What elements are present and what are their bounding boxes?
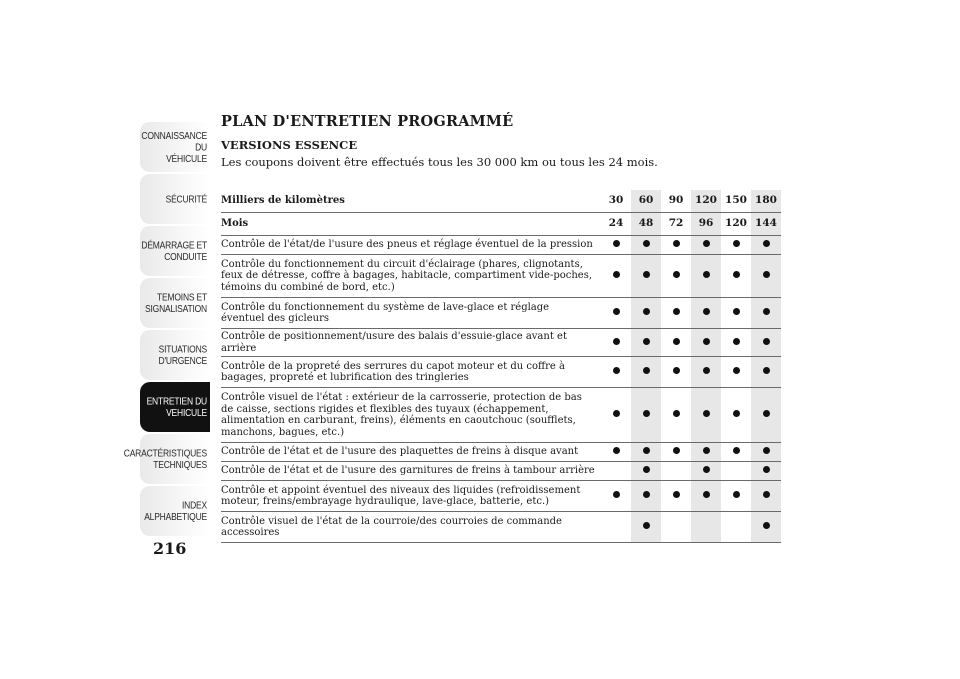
bullet-icon <box>613 410 620 417</box>
maintenance-task: Contrôle visuel de l'état : extérieur de la carrosserie, protection de bas de caisse, sections rigides et flexibles des tuyaux (échappement, alimentation en carburant, freins), éléments en caoutchouc (soufflets, manchons, bagues, etc.) <box>221 388 601 443</box>
interval-cell <box>751 512 781 543</box>
tab-label: CONNAISSANCE DU VÉHICULE <box>141 129 207 165</box>
interval-cell <box>661 298 691 329</box>
bullet-icon <box>733 447 740 454</box>
bullet-icon <box>643 491 650 498</box>
interval-cell <box>601 255 631 298</box>
maintenance-table-body <box>221 190 781 543</box>
interval-cell <box>751 357 781 388</box>
bullet-icon <box>643 271 650 278</box>
bullet-icon <box>733 240 740 247</box>
interval-cell <box>751 462 781 481</box>
bullet-icon <box>763 308 770 315</box>
interval-cell <box>601 512 631 543</box>
interval-cell <box>661 481 691 512</box>
interval-cell <box>661 462 691 481</box>
table-row <box>221 236 781 255</box>
maintenance-task: Contrôle de positionnement/usure des balais d'essuie-glace avant et arrière <box>221 329 601 357</box>
bullet-icon <box>673 447 680 454</box>
interval-cell <box>691 481 721 512</box>
interval-cell <box>631 357 661 388</box>
km-header-cell: 150 <box>721 190 751 213</box>
bullet-icon <box>643 410 650 417</box>
bullet-icon <box>613 447 620 454</box>
table-row <box>221 298 781 329</box>
bullet-icon <box>643 308 650 315</box>
maintenance-task: Contrôle du fonctionnement du système de lave-glace et réglage éventuel des gicleurs <box>221 298 601 329</box>
table-row <box>221 443 781 462</box>
bullet-icon <box>733 491 740 498</box>
bullet-icon <box>733 410 740 417</box>
months-header-cell: 96 <box>691 213 721 236</box>
interval-cell <box>631 481 661 512</box>
tab-entretien-du-vehicule[interactable] <box>140 382 210 432</box>
maintenance-task: Contrôle de l'état/de l'usure des pneus et réglage éventuel de la pression <box>221 236 601 255</box>
bullet-icon <box>613 338 620 345</box>
bullet-icon <box>643 447 650 454</box>
bullet-icon <box>613 271 620 278</box>
bullet-icon <box>703 367 710 374</box>
km-header-cell: 120 <box>691 190 721 213</box>
bullet-icon <box>763 240 770 247</box>
tab-index-alphabetique[interactable] <box>140 486 210 536</box>
interval-cell <box>661 255 691 298</box>
tab-label: INDEX ALPHABETIQUE <box>144 499 207 523</box>
interval-cell <box>661 388 691 443</box>
bullet-icon <box>613 240 620 247</box>
interval-cell <box>601 443 631 462</box>
interval-cell <box>691 255 721 298</box>
months-header-row <box>221 213 781 236</box>
bullet-icon <box>763 491 770 498</box>
tab-label: TEMOINS ET SIGNALISATION <box>145 291 207 315</box>
intro-text: Les coupons doivent être effectués tous les 30 000 km ou tous les 24 mois. <box>221 155 658 169</box>
maintenance-task: Contrôle de la propreté des serrures du capot moteur et du coffre à bagages, propreté et lubrification des tringleries <box>221 357 601 388</box>
maintenance-table-container <box>221 190 781 543</box>
interval-cell <box>631 512 661 543</box>
table-row <box>221 462 781 481</box>
table-row <box>221 255 781 298</box>
table-row <box>221 357 781 388</box>
months-header-cell: 72 <box>661 213 691 236</box>
interval-cell <box>751 298 781 329</box>
interval-cell <box>661 443 691 462</box>
bullet-icon <box>763 447 770 454</box>
interval-cell <box>721 388 751 443</box>
bullet-icon <box>643 522 650 529</box>
interval-cell <box>601 236 631 255</box>
interval-cell <box>721 462 751 481</box>
interval-cell <box>751 443 781 462</box>
interval-cell <box>661 512 691 543</box>
bullet-icon <box>673 338 680 345</box>
interval-cell <box>631 329 661 357</box>
bullet-icon <box>703 410 710 417</box>
interval-cell <box>691 236 721 255</box>
tab-caracteristiques-techniques[interactable] <box>123 434 210 484</box>
interval-cell <box>721 443 751 462</box>
bullet-icon <box>613 367 620 374</box>
interval-cell <box>661 357 691 388</box>
tab-label: CARACTÉRISTIQUES TECHNIQUES <box>123 447 207 471</box>
interval-cell <box>601 357 631 388</box>
interval-cell <box>631 236 661 255</box>
bullet-icon <box>643 367 650 374</box>
bullet-icon <box>763 410 770 417</box>
maintenance-table <box>221 190 781 543</box>
bullet-icon <box>673 410 680 417</box>
months-header-label: Mois <box>221 213 601 236</box>
km-header-row <box>221 190 781 213</box>
interval-cell <box>691 443 721 462</box>
months-header-cell: 144 <box>751 213 781 236</box>
interval-cell <box>721 481 751 512</box>
interval-cell <box>661 329 691 357</box>
km-header-cell: 90 <box>661 190 691 213</box>
maintenance-task: Contrôle et appoint éventuel des niveaux des liquides (refroidissement moteur, freins/embrayage hydraulique, lave-glace, batterie, etc.) <box>221 481 601 512</box>
interval-cell <box>601 481 631 512</box>
bullet-icon <box>733 338 740 345</box>
bullet-icon <box>733 367 740 374</box>
bullet-icon <box>673 308 680 315</box>
bullet-icon <box>763 466 770 473</box>
interval-cell <box>721 329 751 357</box>
maintenance-task: Contrôle de l'état et de l'usure des garnitures de freins à tambour arrière <box>221 462 601 481</box>
bullet-icon <box>613 491 620 498</box>
interval-cell <box>661 236 691 255</box>
interval-cell <box>721 298 751 329</box>
maintenance-task: Contrôle de l'état et de l'usure des plaquettes de freins à disque avant <box>221 443 601 462</box>
interval-cell <box>631 443 661 462</box>
interval-cell <box>631 298 661 329</box>
section-subtitle: VERSIONS ESSENCE <box>221 138 358 152</box>
table-row <box>221 388 781 443</box>
tab-connaissance-du-vehicule[interactable] <box>140 122 210 172</box>
interval-cell <box>721 357 751 388</box>
chapter-sidebar <box>123 122 210 536</box>
bullet-icon <box>673 271 680 278</box>
interval-cell <box>721 512 751 543</box>
interval-cell <box>751 388 781 443</box>
interval-cell <box>631 462 661 481</box>
page-number: 216 <box>153 539 187 558</box>
tab-demarrage-et-conduite[interactable] <box>140 226 210 276</box>
bullet-icon <box>673 367 680 374</box>
km-header-cell: 180 <box>751 190 781 213</box>
bullet-icon <box>763 338 770 345</box>
interval-cell <box>601 388 631 443</box>
table-row <box>221 481 781 512</box>
tab-temoins-et-signalisation[interactable] <box>140 278 210 328</box>
bullet-icon <box>763 367 770 374</box>
tab-label: SITUATIONS D'URGENCE <box>158 343 207 367</box>
interval-cell <box>691 357 721 388</box>
interval-cell <box>721 236 751 255</box>
bullet-icon <box>703 308 710 315</box>
bullet-icon <box>703 240 710 247</box>
interval-cell <box>691 329 721 357</box>
bullet-icon <box>643 466 650 473</box>
interval-cell <box>601 462 631 481</box>
interval-cell <box>601 298 631 329</box>
interval-cell <box>691 462 721 481</box>
interval-cell <box>691 298 721 329</box>
tab-label: SÉCURITÉ <box>165 193 207 205</box>
months-header-cell: 24 <box>601 213 631 236</box>
interval-cell <box>631 255 661 298</box>
km-header-cell: 30 <box>601 190 631 213</box>
tab-situations-d-urgence[interactable] <box>140 330 210 380</box>
bullet-icon <box>703 338 710 345</box>
table-row <box>221 512 781 543</box>
interval-cell <box>691 512 721 543</box>
bullet-icon <box>703 466 710 473</box>
interval-cell <box>691 388 721 443</box>
tab-label: ENTRETIEN DU VEHICULE <box>146 395 207 419</box>
page-title: PLAN D'ENTRETIEN PROGRAMMÉ <box>221 113 514 130</box>
km-header-label: Milliers de kilomètres <box>221 190 601 213</box>
interval-cell <box>751 236 781 255</box>
bullet-icon <box>763 522 770 529</box>
bullet-icon <box>763 271 770 278</box>
tab-securite[interactable] <box>140 174 210 224</box>
bullet-icon <box>613 308 620 315</box>
table-row <box>221 329 781 357</box>
bullet-icon <box>703 271 710 278</box>
bullet-icon <box>733 308 740 315</box>
maintenance-task: Contrôle visuel de l'état de la courroie/des courroies de commande accessoires <box>221 512 601 543</box>
interval-cell <box>631 388 661 443</box>
bullet-icon <box>673 491 680 498</box>
months-header-cell: 48 <box>631 213 661 236</box>
km-header-cell: 60 <box>631 190 661 213</box>
bullet-icon <box>673 240 680 247</box>
bullet-icon <box>643 338 650 345</box>
bullet-icon <box>733 271 740 278</box>
interval-cell <box>721 255 751 298</box>
bullet-icon <box>703 491 710 498</box>
interval-cell <box>751 481 781 512</box>
interval-cell <box>751 329 781 357</box>
interval-cell <box>751 255 781 298</box>
maintenance-task: Contrôle du fonctionnement du circuit d'éclairage (phares, clignotants, feux de détresse, coffre à bagages, habitacle, compartiment vide-poches, témoins du combiné de bord, etc.) <box>221 255 601 298</box>
bullet-icon <box>643 240 650 247</box>
bullet-icon <box>703 447 710 454</box>
tab-label: DÉMARRAGE ET CONDUITE <box>141 239 207 263</box>
months-header-cell: 120 <box>721 213 751 236</box>
interval-cell <box>601 329 631 357</box>
